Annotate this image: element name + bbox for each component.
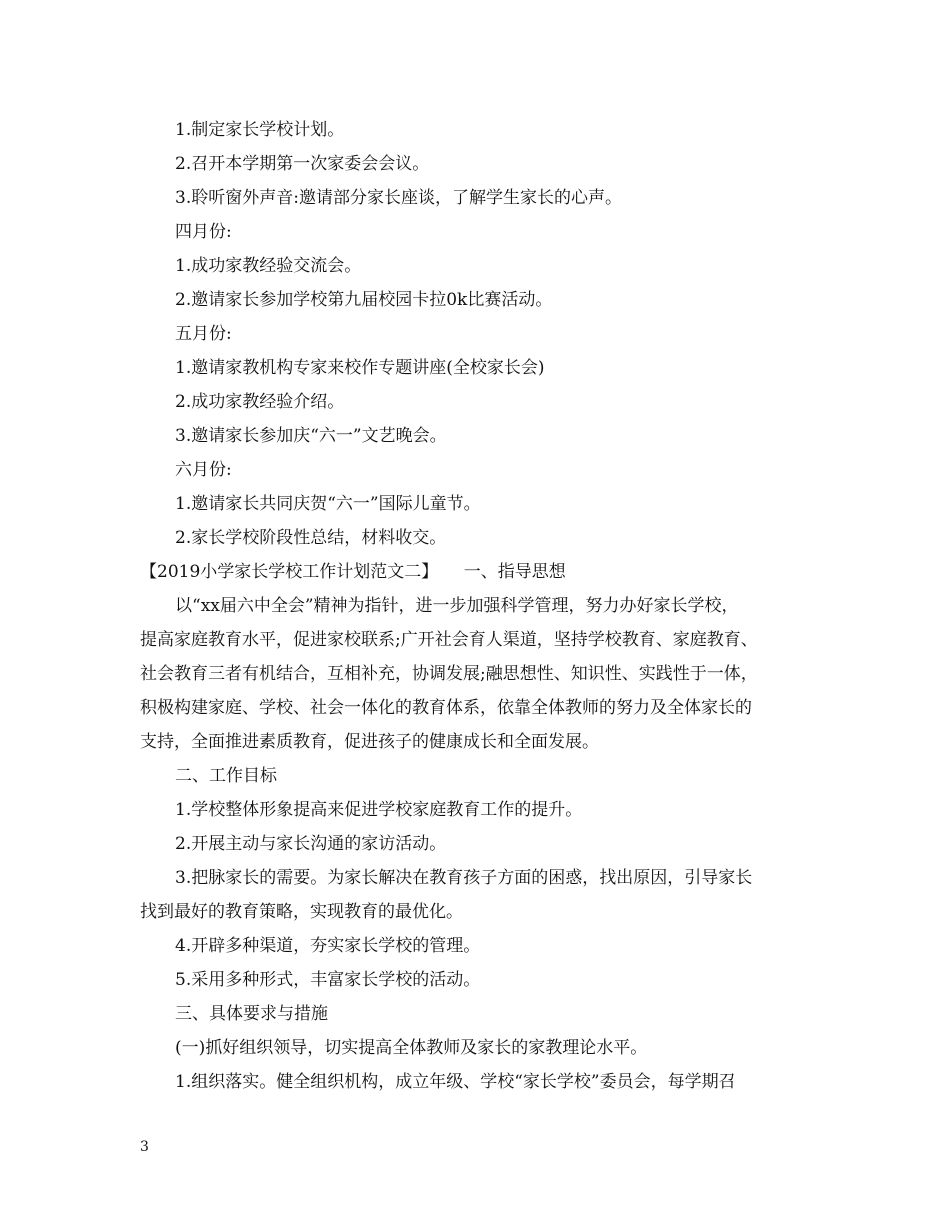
paragraph-line: 以“xx届六中全会”精神为指针，进一步加强科学管理，努力办好家长学校，	[175, 596, 739, 616]
text-line: 1.邀请家长共同庆贺“六一”国际儿童节。	[175, 494, 481, 514]
text-line: 5.采用多种形式，丰富家长学校的活动。	[175, 970, 481, 990]
text-line: 1.学校整体形象提高来促进学校家庭教育工作的提升。	[175, 800, 583, 820]
text-line: 2.成功家教经验介绍。	[175, 392, 345, 412]
text-line: 找到最好的教育策略，实现教育的最优化。	[140, 902, 463, 922]
text-line: 3.把脉家长的需要。为家长解决在教育孩子方面的困惑，找出原因，引导家长	[175, 868, 753, 888]
text-line: 4.开辟多种渠道，夯实家长学校的管理。	[175, 936, 481, 956]
paragraph-line: 支持，全面推进素质教育，促进孩子的健康成长和全面发展。	[140, 732, 599, 752]
text-line: 1.成功家教经验交流会。	[175, 256, 362, 276]
page-number: 3	[140, 1139, 149, 1155]
section-heading: 二、工作目标	[175, 766, 277, 786]
text-line: 2.召开本学期第一次家委会会议。	[175, 154, 430, 174]
paragraph-line: 提高家庭教育水平，促进家校联系;广开社会育人渠道，坚持学校教育、家庭教育、	[140, 630, 758, 650]
section-heading: 三、具体要求与措施	[175, 1004, 328, 1024]
section-heading: 六月份:	[175, 460, 232, 480]
text-line: 3.聆听窗外声音:邀请部分家长座谈，了解学生家长的心声。	[175, 188, 622, 208]
text-line: 1.组织落实。健全组织机构，成立年级、学校“家长学校”委员会，每学期召	[175, 1072, 736, 1092]
text-line: 1.邀请家教机构专家来校作专题讲座(全校家长会)	[175, 358, 545, 378]
paragraph-line: 社会教育三者有机结合，互相补充，协调发展;融思想性、知识性、实践性于一体，	[140, 664, 758, 684]
paragraph-line: 积极构建家庭、学校、社会一体化的教育体系，依靠全体教师的努力及全体家长的	[140, 698, 752, 718]
text-line: 1.制定家长学校计划。	[175, 120, 345, 140]
text-line: 2.开展主动与家长沟通的家访活动。	[175, 834, 447, 854]
article-title-line: 【2019小学家长学校工作计划范文二】 一、指导思想	[140, 562, 566, 582]
text-line: 3.邀请家长参加庆“六一”文艺晚会。	[175, 426, 447, 446]
section-heading: 五月份:	[175, 324, 232, 344]
text-line: 2.邀请家长参加学校第九届校园卡拉0k比赛活动。	[175, 290, 553, 310]
text-line: (一)抓好组织领导，切实提高全体教师及家长的家教理论水平。	[175, 1038, 648, 1058]
text-line: 2.家长学校阶段性总结，材料收交。	[175, 528, 447, 548]
section-heading: 四月份:	[175, 222, 232, 242]
